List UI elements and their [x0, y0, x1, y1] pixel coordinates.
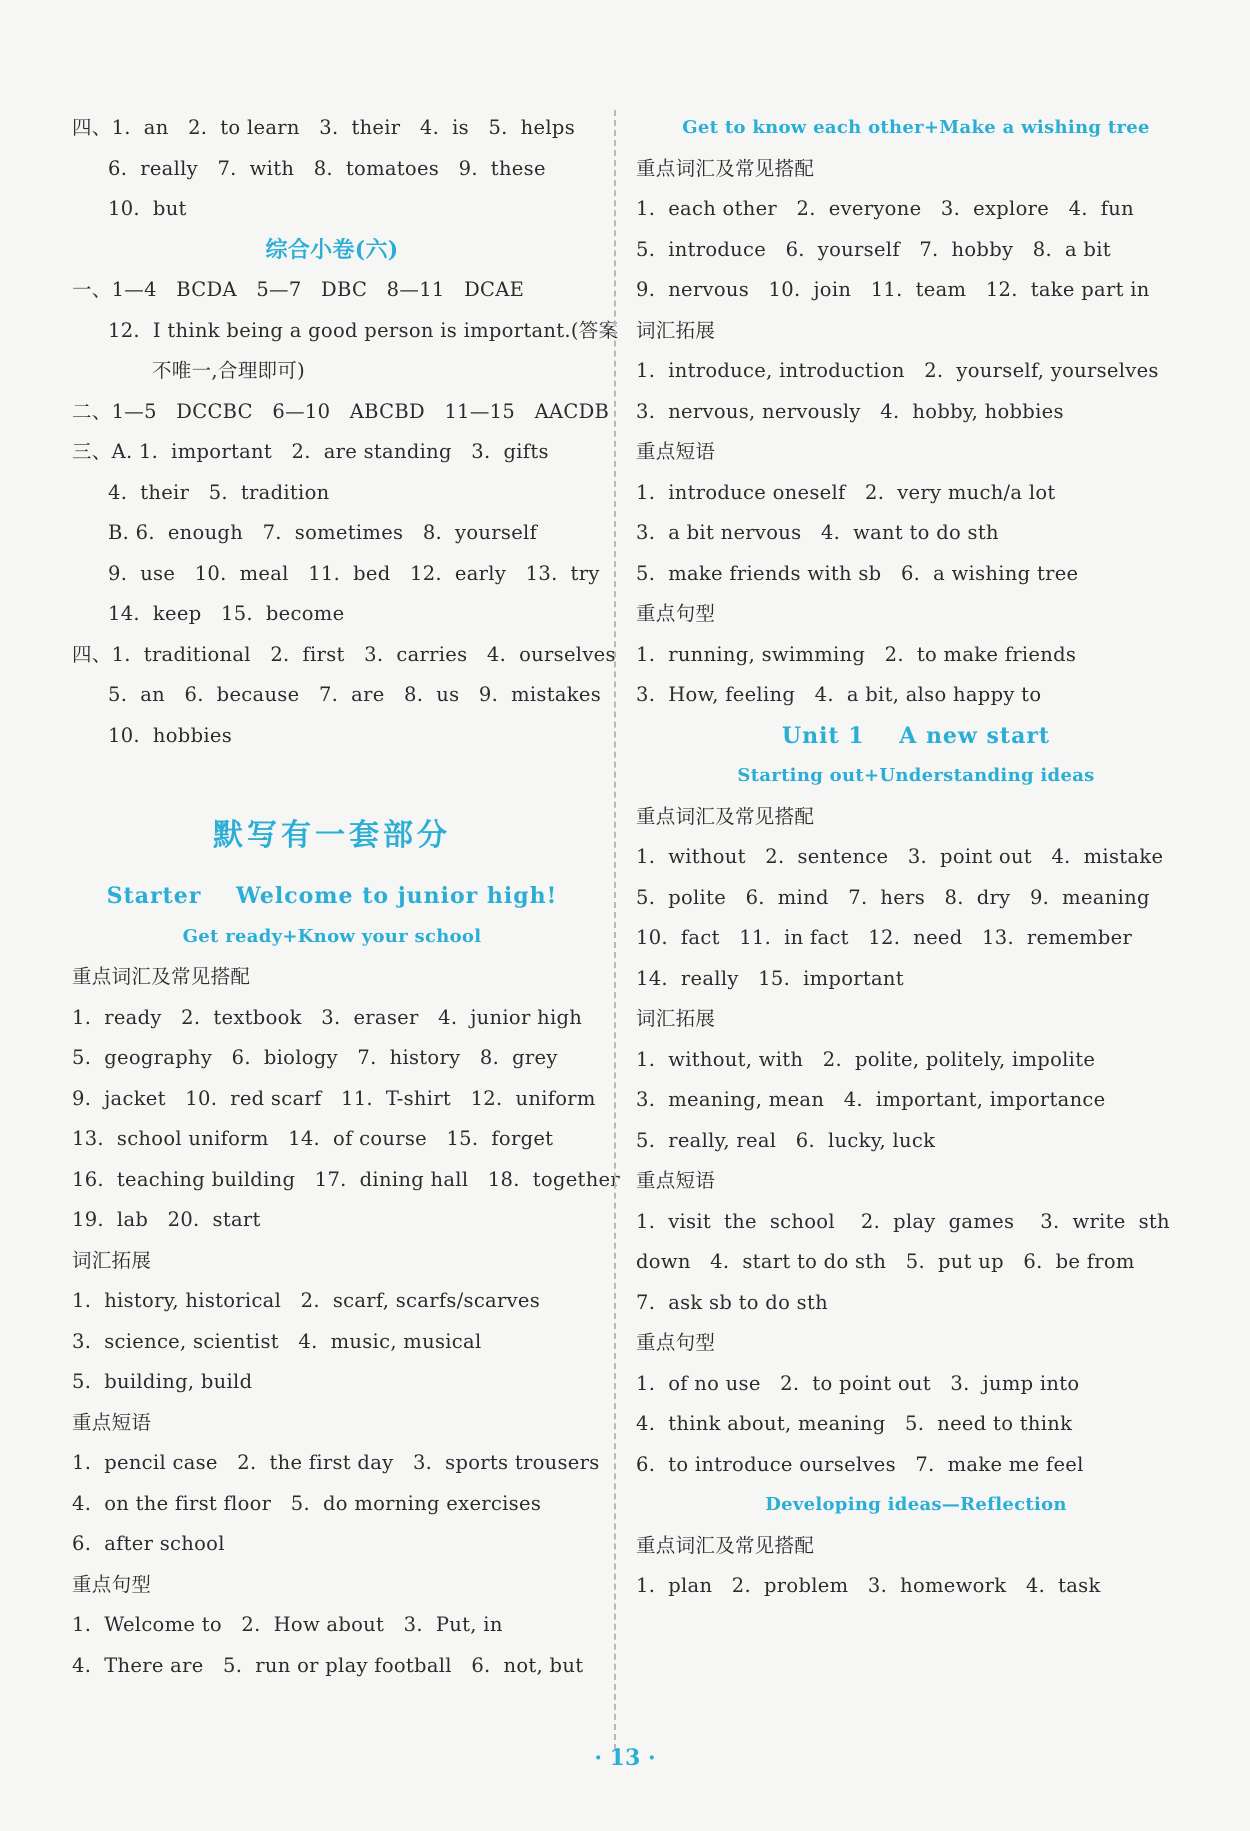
answer-line: 1. Welcome to 2. How about 3. Put, in — [72, 1613, 503, 1636]
category-label: 重点词汇及常见搭配 — [72, 965, 251, 988]
answer-line: 12. I think being a good person is important.(答案 — [108, 318, 619, 342]
answer-line: 10. fact 11. in fact 12. need 13. remember — [636, 926, 1133, 949]
answer-line: 4. think about, meaning 5. need to think — [636, 1412, 1073, 1435]
answer-line: 1. introduce oneself 2. very much/a lot — [636, 480, 1056, 504]
answer-line: 四、1. traditional 2. first 3. carries 4. ourselves — [72, 642, 616, 666]
answer-line: 二、1—5 DCCBC 6—10 ABCBD 11—15 AACDB — [72, 399, 610, 423]
category-label: 重点短语 — [636, 1169, 716, 1192]
category-label: 重点句型 — [72, 1572, 152, 1596]
answer-line: 14. really 15. important — [636, 966, 904, 990]
answer-line: 1. ready 2. textbook 3. eraser 4. junior high — [72, 1005, 583, 1029]
answer-line: 6. really 7. with 8. tomatoes 9. these — [108, 156, 546, 180]
answer-line: 3. nervous, nervously 4. hobby, hobbies — [636, 399, 1064, 423]
answer-line: 4. their 5. tradition — [108, 480, 330, 504]
subsection-title: Developing ideas—Reflection — [765, 1494, 1067, 1515]
column-divider — [614, 110, 616, 1750]
left-column — [72, 108, 621, 1686]
answer-line: 9. use 10. meal 11. bed 12. early 13. try — [108, 561, 600, 585]
page-number: · 13 · — [594, 1745, 656, 1771]
answer-line: 1. visit the school 2. play games 3. write sth — [636, 1209, 1170, 1233]
answer-line: 4. on the first floor 5. do morning exercises — [72, 1491, 542, 1515]
category-label: 重点短语 — [72, 1410, 152, 1434]
right-column — [636, 108, 1196, 1607]
answer-line: 1. history, historical 2. scarf, scarfs/scarves — [72, 1289, 541, 1312]
category-label: 词汇拓展 — [636, 1007, 716, 1030]
answer-line: 1. introduce, introduction 2. yourself, yourselves — [636, 359, 1159, 382]
answer-line: B. 6. enough 7. sometimes 8. yourself — [108, 521, 538, 544]
answer-line: 6. to introduce ourselves 7. make me feel — [636, 1452, 1084, 1476]
answer-line: 4. There are 5. run or play football 6. not, but — [72, 1653, 584, 1677]
answer-line: 16. teaching building 17. dining hall 18. together — [72, 1167, 621, 1191]
answer-line: 5. really, real 6. lucky, luck — [636, 1128, 936, 1152]
subsection-title: Starting out+Understanding ideas — [737, 765, 1095, 786]
section-title: 综合小卷(六) — [265, 236, 399, 263]
answer-line: 3. a bit nervous 4. want to do sth — [636, 521, 999, 544]
answer-line: 5. introduce 6. yourself 7. hobby 8. a bit — [636, 237, 1111, 261]
category-label: 重点句型 — [636, 602, 716, 625]
answer-line: 四、1. an 2. to learn 3. their 4. is 5. helps — [72, 116, 575, 139]
answer-line: 5. make friends with sb 6. a wishing tree — [636, 561, 1079, 585]
answer-line: 1. without, with 2. polite, politely, impolite — [636, 1047, 1096, 1071]
answer-line: 19. lab 20. start — [72, 1208, 261, 1231]
unit-title: Unit 1 A new start — [781, 722, 1051, 749]
subsection-title: Get ready+Know your school — [182, 925, 482, 947]
answer-line: 1. running, swimming 2. to make friends — [636, 642, 1077, 666]
category-label: 重点短语 — [636, 440, 716, 463]
category-label: 词汇拓展 — [72, 1248, 152, 1272]
answer-line: 1. each other 2. everyone 3. explore 4. fun — [636, 197, 1135, 220]
answer-line: 5. polite 6. mind 7. hers 8. dry 9. meaning — [636, 885, 1150, 909]
answer-line: 三、A. 1. important 2. are standing 3. gifts — [72, 440, 549, 463]
answer-line: 1. plan 2. problem 3. homework 4. task — [636, 1574, 1101, 1597]
answer-line: 1. pencil case 2. the first day 3. sports trousers — [72, 1451, 600, 1474]
answer-line: 9. nervous 10. join 11. team 12. take part in — [636, 278, 1150, 301]
answer-line: 14. keep 15. become — [108, 602, 345, 625]
answer-line: 13. school uniform 14. of course 15. forget — [72, 1127, 554, 1150]
category-label: 词汇拓展 — [636, 318, 716, 342]
unit-title: Starter Welcome to junior high! — [106, 883, 558, 909]
category-label: 重点词汇及常见搭配 — [636, 804, 815, 828]
answer-line: 7. ask sb to do sth — [636, 1290, 828, 1314]
answer-line: 5. geography 6. biology 7. history 8. grey — [72, 1046, 558, 1069]
answer-line: 10. hobbies — [108, 723, 233, 747]
answer-line: 6. after school — [72, 1532, 225, 1555]
answer-line: 3. meaning, mean 4. important, importance — [636, 1088, 1106, 1111]
answer-line: 1. of no use 2. to point out 3. jump into — [636, 1371, 1080, 1395]
answer-line: 5. building, build — [72, 1370, 253, 1393]
answer-line: 1. without 2. sentence 3. point out 4. mistake — [636, 845, 1164, 868]
answer-line: 不唯一,合理即可) — [152, 359, 306, 382]
category-label: 重点词汇及常见搭配 — [636, 156, 815, 180]
answer-line: 3. science, scientist 4. music, musical — [72, 1329, 482, 1353]
answer-line: 一、1—4 BCDA 5—7 DBC 8—11 DCAE — [72, 278, 525, 301]
answer-line: down 4. start to do sth 5. put up 6. be from — [636, 1250, 1135, 1273]
part-title: 默写有一套部分 — [213, 818, 451, 853]
answer-line: 9. jacket 10. red scarf 11. T-shirt 12. uniform — [72, 1086, 596, 1110]
subsection-title: Get to know each other+Make a wishing tree — [682, 117, 1150, 138]
category-label: 重点词汇及常见搭配 — [636, 1533, 815, 1557]
answer-line: 5. an 6. because 7. are 8. us 9. mistakes — [108, 683, 602, 706]
answer-line: 10. but — [108, 197, 187, 220]
category-label: 重点句型 — [636, 1331, 716, 1354]
answer-line: 3. How, feeling 4. a bit, also happy to — [636, 683, 1042, 706]
